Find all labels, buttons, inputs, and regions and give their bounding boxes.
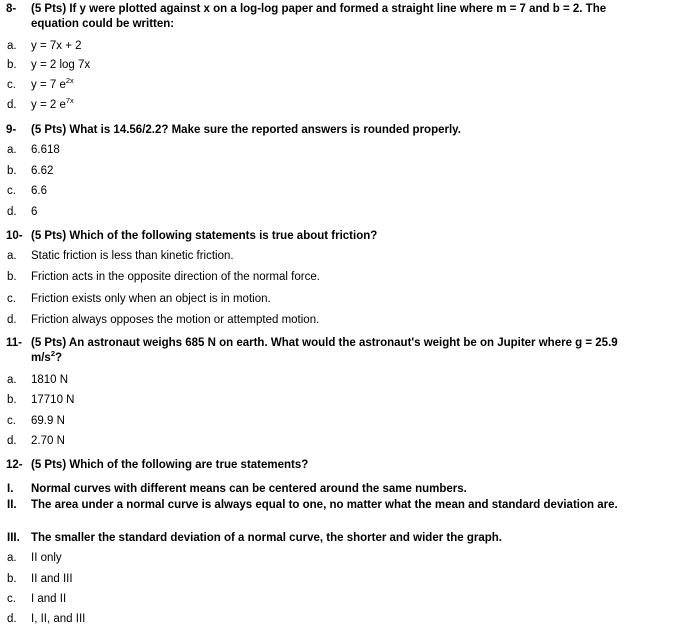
option-text: I and II [31, 593, 67, 605]
question-number: 9- [6, 124, 17, 136]
q9-option-b[interactable] [7, 164, 53, 179]
option-letter: d. [7, 613, 17, 625]
option-text: 69.9 N [31, 415, 65, 427]
q11-option-d[interactable] [7, 434, 65, 449]
option-letter: d. [7, 314, 17, 326]
option-text: II only [31, 552, 62, 564]
q10-option-b[interactable] [7, 270, 320, 285]
question-9 [6, 123, 646, 138]
q9-option-a[interactable] [7, 143, 60, 158]
option-letter: a. [7, 374, 17, 386]
question-number: 8- [6, 3, 17, 15]
q12-option-a[interactable] [7, 551, 62, 566]
option-letter: d. [7, 99, 17, 111]
option-letter: a. [7, 144, 17, 156]
statement-text: Normal curves with different means can be centered around the same numbers. [31, 483, 467, 495]
option-exponent: 2x [65, 76, 74, 85]
option-letter: a. [7, 40, 17, 52]
statement-2 [7, 498, 627, 513]
q8-option-d[interactable] [7, 98, 74, 113]
option-letter: c. [7, 415, 16, 427]
q10-option-c[interactable] [7, 292, 271, 307]
q8-option-b[interactable] [7, 58, 90, 73]
option-text: 1810 N [31, 374, 69, 386]
question-text: (5 Pts) Which of the following are true statements? [31, 459, 309, 471]
q11-option-c[interactable] [7, 414, 65, 429]
q11-option-a[interactable] [7, 373, 68, 388]
option-base: y = 2 e [31, 99, 66, 111]
statement-1 [7, 482, 627, 497]
statement-numeral: II. [7, 499, 17, 511]
option-letter: b. [7, 573, 17, 585]
option-text: I, II, and III [31, 613, 86, 625]
question-8 [6, 2, 646, 32]
option-letter: d. [7, 206, 17, 218]
option-letter: c. [7, 293, 16, 305]
option-text: Friction acts in the opposite direction of the normal force. [31, 271, 320, 283]
q9-option-d[interactable] [7, 205, 37, 220]
option-text: Friction exists only when an object is in motion. [31, 293, 271, 305]
statement-3 [7, 531, 627, 546]
q8-option-a[interactable] [7, 39, 82, 54]
q10-option-a[interactable] [7, 249, 234, 264]
unit-exponent: 2 [50, 349, 55, 358]
option-letter: b. [7, 394, 17, 406]
q8-option-c[interactable] [7, 78, 74, 93]
option-letter: b. [7, 271, 17, 283]
option-text: II and III [31, 573, 73, 585]
q12-option-d[interactable] [7, 612, 85, 627]
option-letter: b. [7, 165, 17, 177]
question-text-end: ? [55, 352, 63, 364]
question-text: (5 Pts) What is 14.56/2.2? Make sure the reported answers is rounded properly. [31, 124, 461, 136]
option-letter: a. [7, 552, 17, 564]
option-text: 6.6 [31, 185, 47, 197]
question-12 [6, 458, 646, 473]
option-text: Static friction is less than kinetic friction. [31, 250, 234, 262]
question-text-line1: (5 Pts) An astronaut weighs 685 N on earth. What would the astronaut's weight be on Jupiter where g = 25.9 [31, 337, 618, 349]
option-text [31, 98, 74, 113]
question-11 [6, 336, 646, 366]
q9-option-c[interactable] [7, 184, 47, 199]
option-text: y = 7x + 2 [31, 40, 82, 52]
option-text: Friction always opposes the motion or attempted motion. [31, 314, 320, 326]
option-base: y = 7 e [31, 79, 66, 91]
statement-text: The smaller the standard deviation of a normal curve, the shorter and wider the graph. [31, 532, 502, 544]
option-letter: c. [7, 593, 16, 605]
statement-text: The area under a normal curve is always equal to one, no matter what the mean and standard deviation are. [31, 499, 618, 511]
question-number: 10- [6, 230, 23, 242]
question-text-unit: m/s [31, 352, 51, 364]
statement-numeral: I. [7, 483, 14, 495]
option-text: 17710 N [31, 394, 75, 406]
option-letter: c. [7, 79, 16, 91]
q10-option-d[interactable] [7, 313, 319, 328]
option-text: 6 [31, 206, 38, 218]
q12-option-c[interactable] [7, 592, 66, 607]
q11-option-b[interactable] [7, 393, 74, 408]
option-text: y = 2 log 7x [31, 59, 91, 71]
q12-option-b[interactable] [7, 572, 73, 587]
option-exponent: 7x [65, 96, 74, 105]
option-text [31, 78, 74, 93]
question-text [31, 336, 646, 366]
question-number: 11- [6, 337, 22, 349]
question-number: 12- [6, 459, 23, 471]
option-letter: b. [7, 59, 17, 71]
option-text: 6.618 [31, 144, 60, 156]
option-text: 2.70 N [31, 435, 65, 447]
question-text: (5 Pts) If y were plotted against x on a log-log paper and formed a straight line where m = 7 and b = 2. The equation could be written: [31, 3, 607, 30]
question-text: (5 Pts) Which of the following statements is true about friction? [31, 230, 378, 242]
statement-numeral: III. [7, 532, 20, 544]
option-letter: d. [7, 435, 17, 447]
option-letter: a. [7, 250, 17, 262]
option-letter: c. [7, 185, 16, 197]
question-10 [6, 229, 646, 244]
option-text: 6.62 [31, 165, 54, 177]
